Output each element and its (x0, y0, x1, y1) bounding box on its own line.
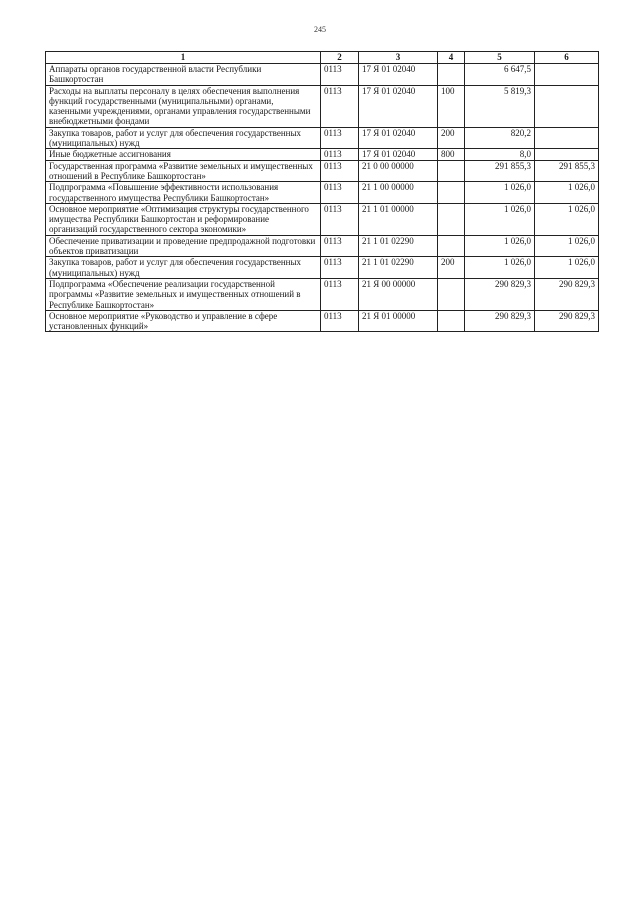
section-code-cell: 0113 (321, 160, 359, 182)
amount-col6-cell: 290 829,3 (535, 278, 599, 310)
amount-col5-cell: 1 026,0 (465, 235, 535, 257)
table-row (46, 278, 599, 310)
budget-table (45, 51, 599, 332)
amount-col5-cell: 290 829,3 (465, 310, 535, 332)
expense-type-cell: 100 (438, 85, 465, 127)
amount-col6-cell (535, 149, 599, 160)
target-code-cell: 21 1 01 02290 (359, 257, 438, 279)
column-header: 4 (438, 52, 465, 64)
expense-type-cell (438, 310, 465, 332)
target-code-cell: 17 Я 01 02040 (359, 85, 438, 127)
table-row (46, 257, 599, 279)
amount-col6-cell (535, 85, 599, 127)
amount-col5-cell: 1 026,0 (465, 182, 535, 204)
section-code-cell: 0113 (321, 182, 359, 204)
section-code-cell: 0113 (321, 203, 359, 235)
amount-col5-cell: 1 026,0 (465, 203, 535, 235)
table-row (46, 64, 599, 86)
amount-col6-cell: 1 026,0 (535, 235, 599, 257)
amount-col5-cell: 5 819,3 (465, 85, 535, 127)
amount-col5-cell: 1 026,0 (465, 257, 535, 279)
expense-type-cell (438, 278, 465, 310)
column-header: 1 (46, 52, 321, 64)
target-code-cell: 17 Я 01 02040 (359, 149, 438, 160)
target-code-cell: 21 1 01 00000 (359, 203, 438, 235)
section-code-cell: 0113 (321, 310, 359, 332)
expense-type-cell: 800 (438, 149, 465, 160)
target-code-cell: 21 1 01 02290 (359, 235, 438, 257)
row-name-cell: Подпрограмма «Повышение эффективности использования государственного имущества Республики Башкортостан» (46, 182, 321, 204)
page-number: 245 (314, 25, 326, 34)
column-header: 3 (359, 52, 438, 64)
section-code-cell: 0113 (321, 85, 359, 127)
target-code-cell: 21 1 00 00000 (359, 182, 438, 204)
table-row (46, 203, 599, 235)
table-row (46, 85, 599, 127)
target-code-cell: 17 Я 01 02040 (359, 64, 438, 86)
amount-col6-cell: 291 855,3 (535, 160, 599, 182)
row-name-cell: Основное мероприятие «Руководство и управление в сфере установленных функций» (46, 310, 321, 332)
expense-type-cell (438, 182, 465, 204)
row-name-cell: Обеспечение приватизации и проведение предпродажной подготовки объектов приватизации (46, 235, 321, 257)
table-header-row (46, 52, 599, 64)
expense-type-cell (438, 235, 465, 257)
amount-col6-cell: 1 026,0 (535, 257, 599, 279)
section-code-cell: 0113 (321, 235, 359, 257)
row-name-cell: Иные бюджетные ассигнования (46, 149, 321, 160)
row-name-cell: Закупка товаров, работ и услуг для обеспечения государственных (муниципальных) нужд (46, 257, 321, 279)
expense-type-cell (438, 64, 465, 86)
row-name-cell: Подпрограмма «Обеспечение реализации государственной программы «Развитие земельных и имущественных отношений в Республике Башкортостан» (46, 278, 321, 310)
table-row (46, 310, 599, 332)
table-row (46, 160, 599, 182)
row-name-cell: Закупка товаров, работ и услуг для обеспечения государственных (муниципальных) нужд (46, 127, 321, 149)
section-code-cell: 0113 (321, 127, 359, 149)
expense-type-cell (438, 160, 465, 182)
section-code-cell: 0113 (321, 257, 359, 279)
row-name-cell: Государственная программа «Развитие земельных и имущественных отношений в Республике Башкортостан» (46, 160, 321, 182)
expense-type-cell: 200 (438, 127, 465, 149)
row-name-cell: Расходы на выплаты персоналу в целях обеспечения выполнения функций государственными (муниципальными) органами, казенными учреждениями, органами управления государственными внебюджетными фондами (46, 85, 321, 127)
amount-col6-cell: 290 829,3 (535, 310, 599, 332)
expense-type-cell: 200 (438, 257, 465, 279)
column-header: 6 (535, 52, 599, 64)
row-name-cell: Основное мероприятие «Оптимизация структуры государственного имущества Республики Башкортостан и реформирование организаций государственного сектора экономики» (46, 203, 321, 235)
amount-col5-cell: 290 829,3 (465, 278, 535, 310)
table-row (46, 127, 599, 149)
row-name-cell: Аппараты органов государственной власти Республики Башкортостан (46, 64, 321, 86)
amount-col5-cell: 8,0 (465, 149, 535, 160)
target-code-cell: 17 Я 01 02040 (359, 127, 438, 149)
section-code-cell: 0113 (321, 64, 359, 86)
target-code-cell: 21 Я 00 00000 (359, 278, 438, 310)
amount-col6-cell (535, 64, 599, 86)
table-row (46, 149, 599, 160)
column-header: 5 (465, 52, 535, 64)
table-row (46, 235, 599, 257)
amount-col6-cell: 1 026,0 (535, 182, 599, 204)
amount-col6-cell (535, 127, 599, 149)
section-code-cell: 0113 (321, 278, 359, 310)
section-code-cell: 0113 (321, 149, 359, 160)
amount-col5-cell: 6 647,5 (465, 64, 535, 86)
amount-col6-cell: 1 026,0 (535, 203, 599, 235)
amount-col5-cell: 291 855,3 (465, 160, 535, 182)
target-code-cell: 21 Я 01 00000 (359, 310, 438, 332)
target-code-cell: 21 0 00 00000 (359, 160, 438, 182)
table-row (46, 182, 599, 204)
amount-col5-cell: 820,2 (465, 127, 535, 149)
expense-type-cell (438, 203, 465, 235)
column-header: 2 (321, 52, 359, 64)
